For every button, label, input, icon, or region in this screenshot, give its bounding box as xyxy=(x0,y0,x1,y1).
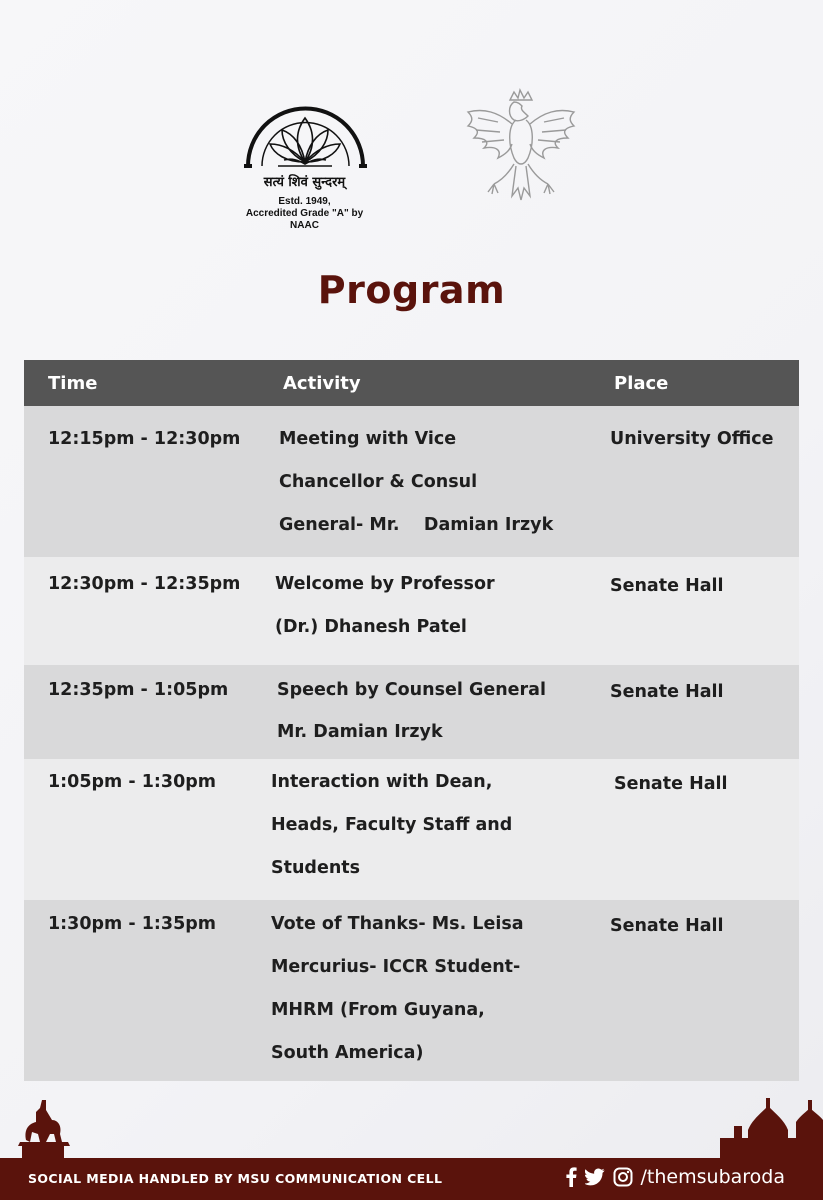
row-activity-line: South America) xyxy=(271,1043,424,1063)
row-time: 1:05pm - 1:30pm xyxy=(48,772,217,792)
row-place: Senate Hall xyxy=(610,682,724,702)
footer-bar xyxy=(0,1158,823,1200)
table-header xyxy=(24,360,799,406)
row-activity-line: Vote of Thanks- Ms. Leisa xyxy=(271,914,524,934)
header-time: Time xyxy=(48,373,98,394)
row-activity-line: Mr. Damian Irzyk xyxy=(277,722,443,742)
row-activity-line: (Dr.) Dhanesh Patel xyxy=(275,617,467,637)
row-activity-line: Interaction with Dean, xyxy=(271,772,493,792)
table-row xyxy=(24,665,799,759)
row-activity-line: General- Mr. Damian Irzyk xyxy=(279,515,554,535)
twitter-icon[interactable] xyxy=(585,1168,605,1186)
msu-accreditation: Accredited Grade "A" by NAAC xyxy=(245,208,364,231)
row-time: 12:15pm - 12:30pm xyxy=(48,429,241,449)
row-place: University Office xyxy=(610,429,774,449)
row-activity-line: Students xyxy=(271,858,361,878)
row-place: Senate Hall xyxy=(610,916,724,936)
row-activity-line: Speech by Counsel General xyxy=(277,680,546,700)
table-row xyxy=(24,406,799,557)
social-links xyxy=(565,1166,785,1188)
facebook-icon[interactable] xyxy=(565,1167,577,1187)
instagram-icon[interactable] xyxy=(613,1167,633,1187)
row-place: Senate Hall xyxy=(610,576,724,596)
header-logos xyxy=(0,80,823,231)
row-activity-line: Meeting with Vice xyxy=(279,429,457,449)
row-activity-line: Chancellor & Consul xyxy=(279,472,478,492)
table-row xyxy=(24,900,799,1081)
row-time: 12:30pm - 12:35pm xyxy=(48,574,241,594)
row-activity-line: MHRM (From Guyana, xyxy=(271,1000,485,1020)
header-activity: Activity xyxy=(283,373,361,394)
polish-eagle-emblem-icon xyxy=(458,88,583,208)
table-row xyxy=(24,557,799,665)
msu-established: Estd. 1949, xyxy=(278,196,331,207)
footer-silhouette-scene xyxy=(0,1090,823,1160)
row-activity-line: Mercurius- ICCR Student- xyxy=(271,957,521,977)
row-time: 12:35pm - 1:05pm xyxy=(48,680,229,700)
header-place: Place xyxy=(614,373,669,394)
row-activity-line: Heads, Faculty Staff and xyxy=(271,815,513,835)
row-time: 1:30pm - 1:35pm xyxy=(48,914,217,934)
page-title: Program xyxy=(317,268,506,312)
program-table xyxy=(24,360,799,1081)
footer-credit: SOCIAL MEDIA HANDLED BY MSU COMMUNICATION CELL xyxy=(28,1171,443,1186)
msu-motto: सत्यं शिवं सुन्दरम् xyxy=(263,175,346,190)
social-handle[interactable]: /themsubaroda xyxy=(640,1166,785,1188)
row-activity-line: Welcome by Professor xyxy=(275,574,495,594)
msu-logo-text xyxy=(232,172,377,232)
row-place: Senate Hall xyxy=(614,774,728,794)
table-row xyxy=(24,759,799,900)
